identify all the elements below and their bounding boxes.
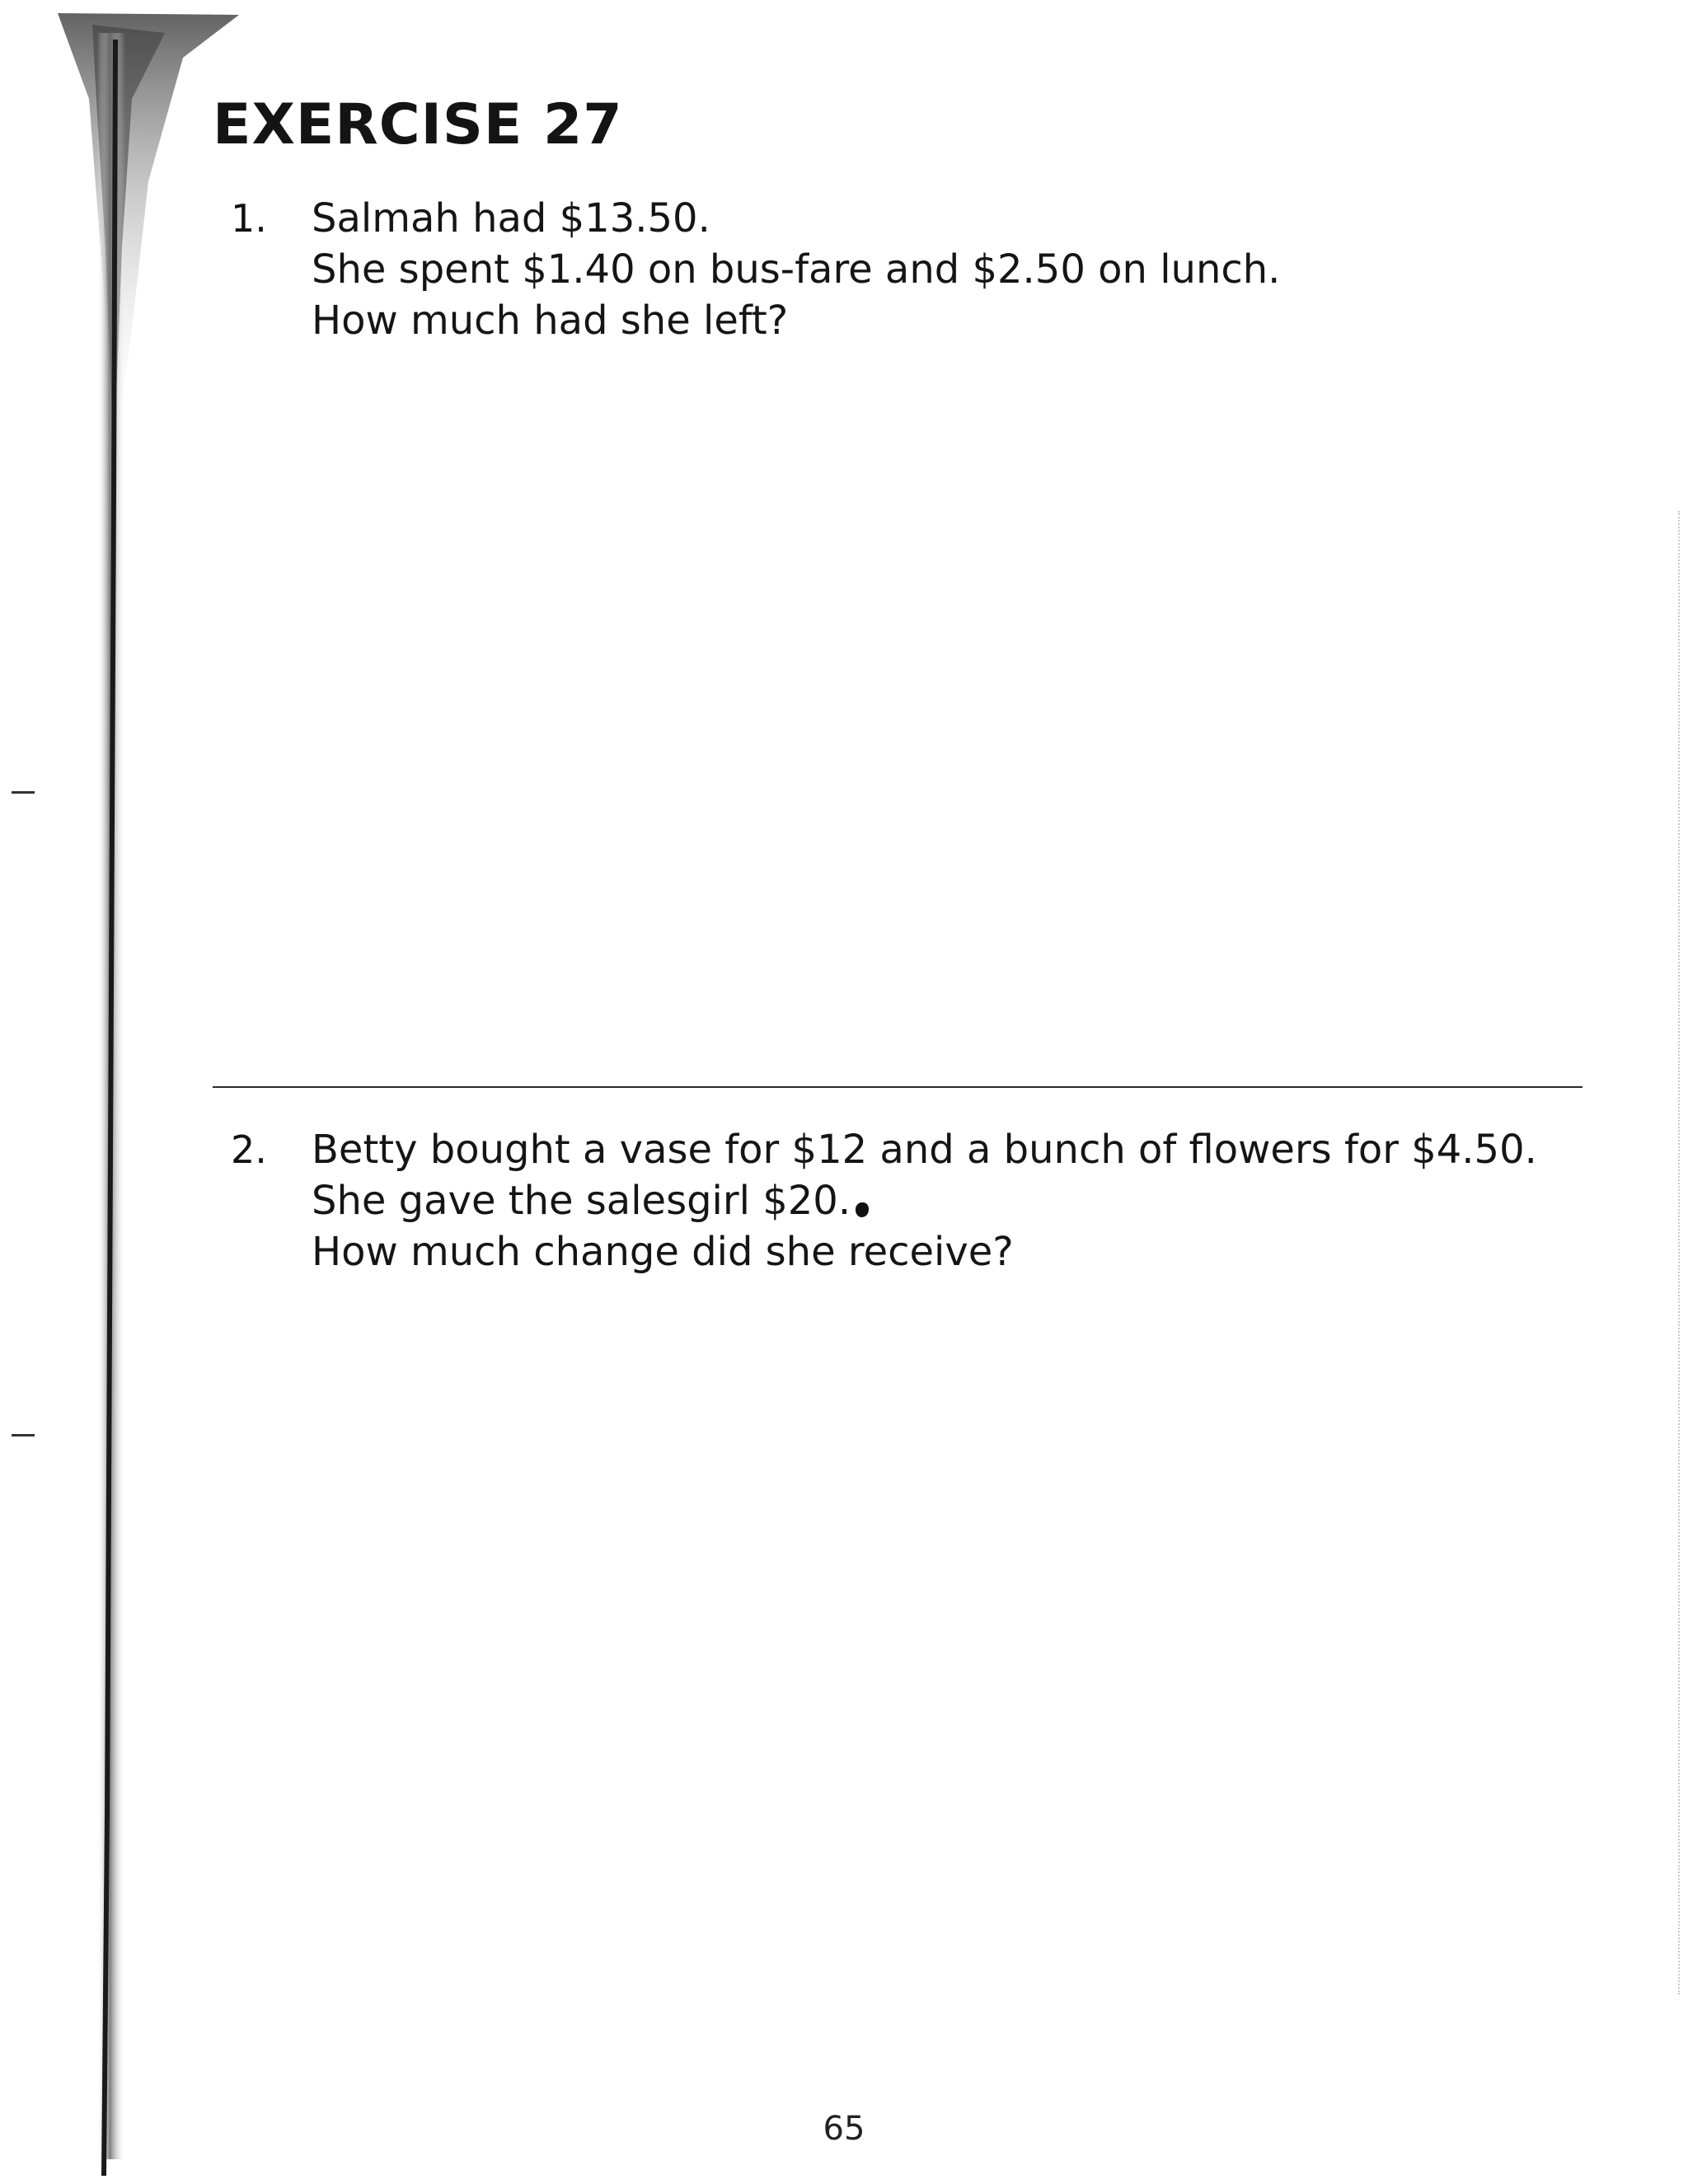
question-line: How much had she left? [312,298,789,344]
question-text [312,1124,1537,1277]
question-line-text: She gave the salesgirl $20. [312,1178,851,1224]
question-line: How much change did she receive? [312,1229,1014,1275]
question-line: Salmah had $13.50. [312,195,710,241]
question-number: 2. [231,1127,267,1172]
page-number: 65 [823,2110,865,2148]
question-line: Betty bought a vase for $12 and a bunch of flowers for $4.50. [312,1127,1537,1173]
section-divider [213,1086,1582,1088]
margin-tick-lower [12,1434,35,1436]
margin-tick-upper [12,791,35,794]
question-line-with-mark [312,1175,1537,1226]
exercise-title: EXERCISE 27 [213,92,623,157]
page-binding-shadow [0,0,264,2184]
question-number: 1. [231,196,267,241]
question-line: She spent $1.40 on bus-fare and $2.50 on lunch. [312,246,1281,293]
page-right-edge [1678,511,1680,1994]
ink-mark-icon [856,1202,869,1217]
question-text [312,193,1280,346]
